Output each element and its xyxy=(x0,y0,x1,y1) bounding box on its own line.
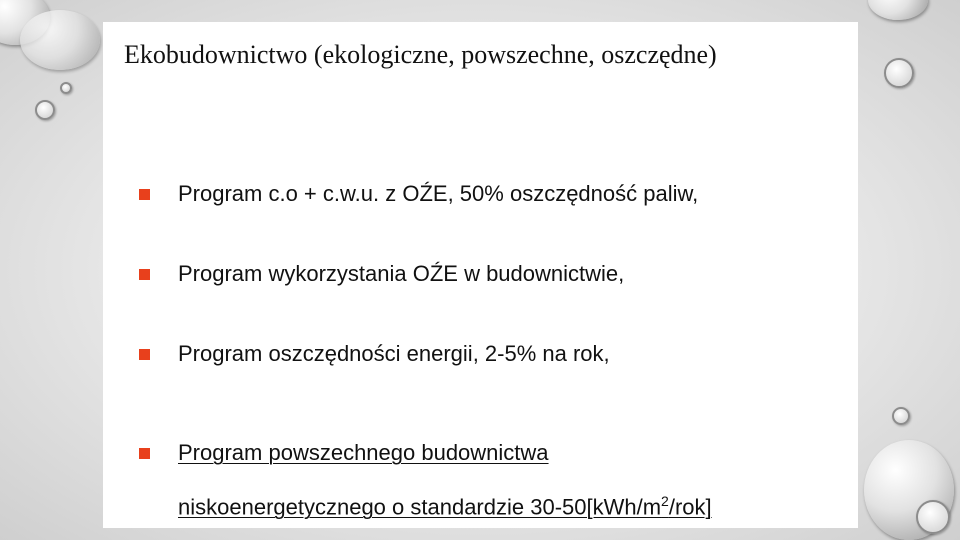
bullet-item xyxy=(139,174,839,214)
bullet-text: Program wykorzystania OŹE w budownictwie, xyxy=(178,261,625,286)
bullet-text-line2-end: /rok] xyxy=(668,494,712,520)
bullet-text: Program oszczędności energii, 2-5% na rok, xyxy=(178,341,610,366)
square-bullet-icon xyxy=(139,269,150,280)
slide-title: Ekobudownictwo (ekologiczne, powszechne, oszczędne) xyxy=(124,40,717,69)
water-drop-decoration xyxy=(892,407,910,425)
water-drop-decoration xyxy=(868,0,928,20)
bullet-item xyxy=(139,254,839,294)
water-drop-decoration xyxy=(916,500,950,534)
water-drop-decoration xyxy=(884,58,914,88)
bullet-text: Program c.o + c.w.u. z OŹE, 50% oszczędność paliw, xyxy=(178,181,699,206)
bullet-item xyxy=(139,334,839,374)
water-drop-decoration xyxy=(60,82,72,94)
bullet-text-line2-main: niskoenergetycznego o standardzie 30-50[kWh/m xyxy=(178,494,662,520)
bullet-text-line1: Program powszechnego budownictwa xyxy=(178,440,549,465)
square-bullet-icon xyxy=(139,189,150,200)
superscript-2: 2 xyxy=(661,493,669,509)
square-bullet-icon xyxy=(139,349,150,360)
square-bullet-icon xyxy=(139,448,150,459)
water-drop-decoration xyxy=(20,10,100,70)
slide-content xyxy=(103,22,858,528)
bullet-item xyxy=(139,429,839,531)
bullet-text-line2 xyxy=(178,477,839,531)
water-drop-decoration xyxy=(35,100,55,120)
